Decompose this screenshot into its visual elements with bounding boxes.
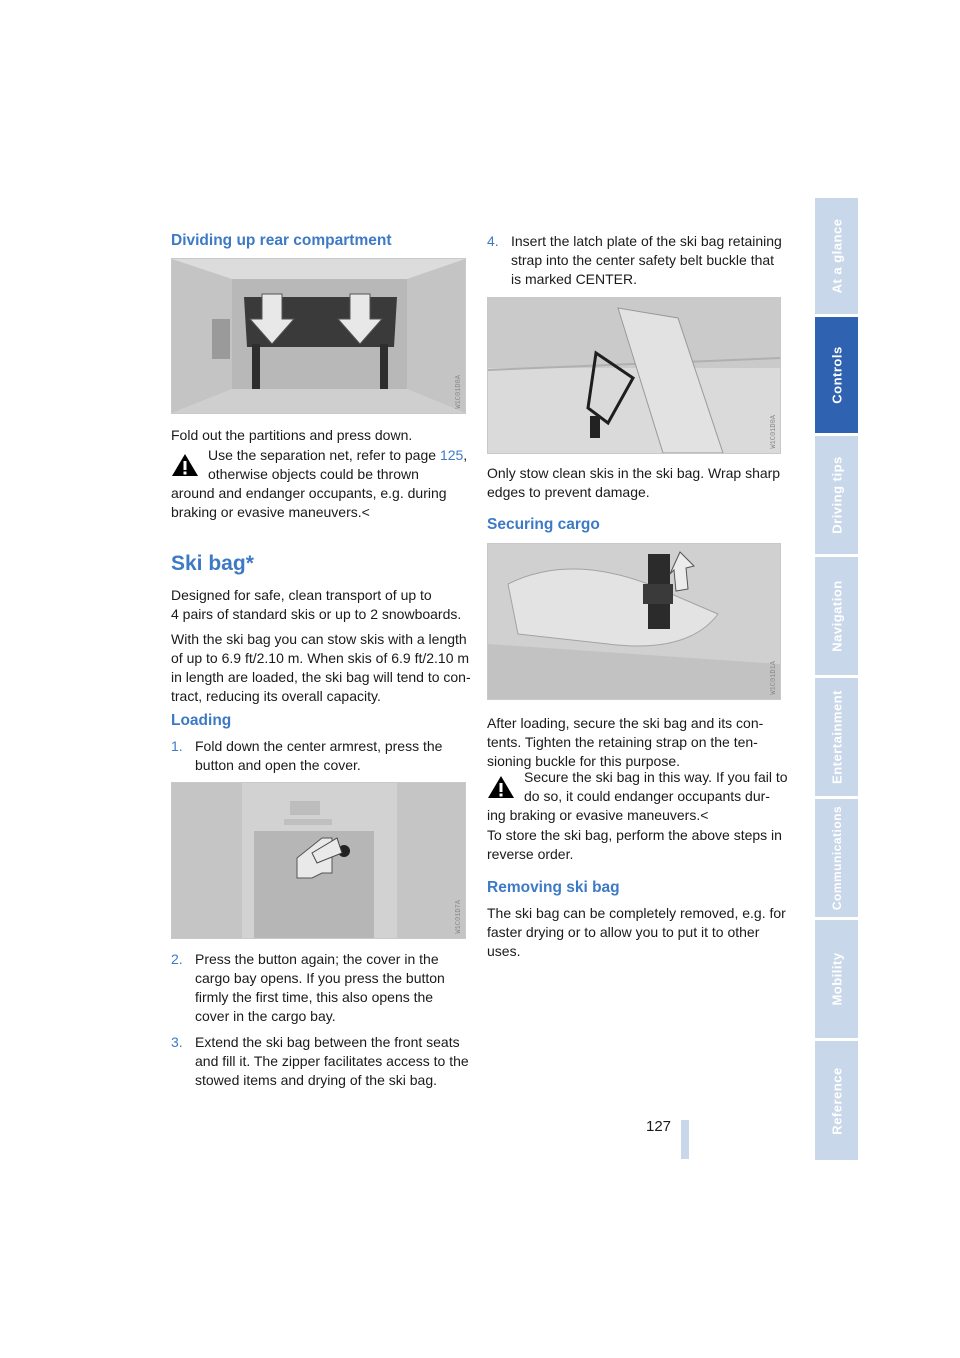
tab-at-a-glance[interactable]: At a glance	[815, 198, 858, 314]
stow-line1: Only stow clean skis in the ski bag. Wrap sharp	[487, 465, 781, 481]
warning2-line3: ing braking or evasive maneuvers.<	[487, 807, 709, 823]
after-line2: tents. Tighten the retaining strap on the ten-	[487, 734, 758, 750]
fold-text: Fold out the partitions and press down.	[171, 427, 413, 443]
warning-text-line1: Use the separation net, refer to page 125,	[208, 447, 468, 463]
store-line2: reverse order.	[487, 846, 574, 862]
page-number: 127	[646, 1118, 672, 1135]
figure-code: W1C01D8A	[455, 375, 463, 409]
tab-driving-tips[interactable]: Driving tips	[815, 436, 858, 554]
figure-armrest	[171, 782, 466, 939]
end-mark: <	[700, 807, 709, 823]
ski-p2-line4: tract, reducing its overall capacity.	[171, 688, 381, 704]
remove-line1: The ski bag can be completely removed, e.g. for	[487, 905, 786, 921]
tab-mobility[interactable]: Mobility	[815, 920, 858, 1038]
tab-communications[interactable]: Communications	[815, 799, 858, 917]
chapter-sidebar	[815, 198, 858, 1160]
warning-text-line2: otherwise objects could be thrown	[208, 466, 419, 482]
page-reference-link[interactable]: 125	[439, 447, 464, 463]
ski-p2-line3: in length are loaded, the ski bag will tend to con-	[171, 669, 471, 685]
tab-controls[interactable]: Controls	[815, 317, 858, 433]
section-heading-dividing: Dividing up rear compartment	[171, 232, 392, 249]
loading-heading: Loading	[171, 712, 232, 729]
step-4: 4. Insert the latch plate of the ski bag retaining strap into the center safety belt buckle that is marked CENTER.	[487, 233, 782, 287]
figure-ski-bag-strap	[487, 297, 781, 454]
warning-icon	[171, 453, 199, 477]
figure-code: W1C01D1A	[770, 661, 778, 695]
warning-icon	[487, 775, 515, 799]
tab-entertainment[interactable]: Entertainment	[815, 678, 858, 796]
warning-text-line4: braking or evasive maneuvers.<	[171, 504, 370, 520]
warning-text-line3: around and endanger occupants, e.g. during	[171, 485, 447, 501]
tab-reference[interactable]: Reference	[815, 1041, 858, 1160]
figure-rear-compartment	[171, 258, 466, 414]
page-marker	[681, 1120, 689, 1159]
stow-line2: edges to prevent damage.	[487, 484, 650, 500]
removing-heading: Removing ski bag	[487, 879, 620, 896]
after-line3: sioning buckle for this purpose.	[487, 753, 680, 769]
ski-p2-line2: of up to 6.9 ft/2.10 m. When skis of 6.9 ft/2.10 m	[171, 650, 470, 666]
tab-navigation[interactable]: Navigation	[815, 557, 858, 675]
step-2: 2. Press the button again; the cover in the cargo bay opens. If you press the button firmly the first time, this also opens the cover in the cargo bay.	[171, 951, 445, 1024]
ski-p1-line1: Designed for safe, clean transport of up to	[171, 587, 432, 603]
warning2-line1: Secure the ski bag in this way. If you fail to	[524, 769, 788, 785]
remove-line2: faster drying or to allow you to put it to other	[487, 924, 760, 940]
end-mark: <	[361, 504, 370, 520]
warning2-line2: do so, it could endanger occupants dur-	[524, 788, 770, 804]
step-1: 1. Fold down the center armrest, press the button and open the cover.	[171, 738, 443, 773]
securing-cargo-heading: Securing cargo	[487, 516, 600, 533]
ski-p2-line1: With the ski bag you can stow skis with a length	[171, 631, 467, 647]
figure-code: W1C01D7A	[455, 900, 463, 934]
figure-code: W1C01D0A	[770, 415, 778, 449]
figure-securing-cargo	[487, 543, 781, 700]
ski-p1-line2: 4 pairs of standard skis or up to 2 snowboards.	[171, 606, 462, 622]
ski-bag-heading: Ski bag*	[171, 552, 254, 575]
remove-line3: uses.	[487, 943, 521, 959]
after-line1: After loading, secure the ski bag and its con-	[487, 715, 764, 731]
step-3: 3. Extend the ski bag between the front seats and fill it. The zipper facilitates access to the stowed items and drying of the ski bag.	[171, 1034, 469, 1088]
store-line1: To store the ski bag, perform the above steps in	[487, 827, 782, 843]
